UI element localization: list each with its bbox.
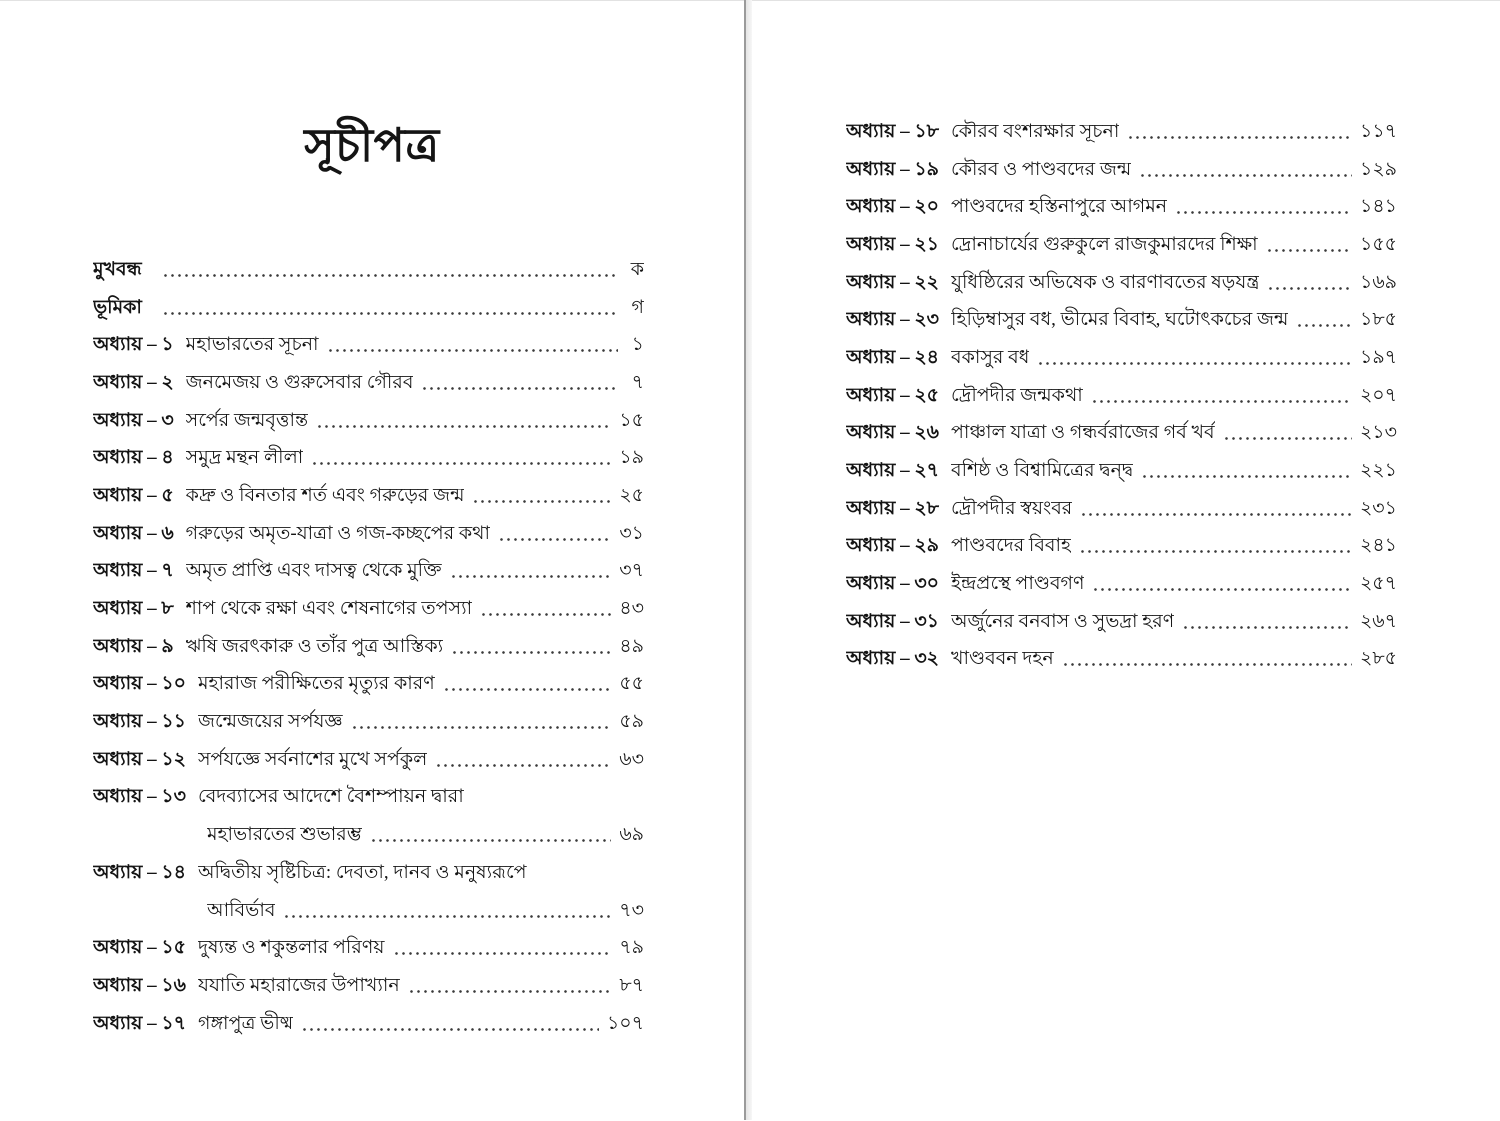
page-number: ২৬৭ xyxy=(1359,610,1397,632)
page-number: গ xyxy=(631,296,644,318)
chapter-title: অমৃত প্রাপ্তি এবং দাসত্ব থেকে মুক্তি xyxy=(185,560,442,582)
page-number: ২১৩ xyxy=(1359,422,1397,444)
dot-leader xyxy=(1141,462,1352,482)
chapter-label: অধ্যায় – ২৮ xyxy=(846,497,939,519)
page-number: ৩১ xyxy=(619,522,644,544)
chapter-title-continued: আবির্ভাব xyxy=(207,899,276,921)
chapter-title: বেদব্যাসের আদেশে বৈশম্পায়ন দ্বারা xyxy=(198,786,464,808)
dot-leader xyxy=(1175,198,1352,218)
dot-leader xyxy=(393,939,612,959)
chapter-label: অধ্যায় – ৪ xyxy=(93,447,174,469)
page-number: ২৫ xyxy=(619,484,644,506)
page-number: ৪৩ xyxy=(619,598,644,620)
chapter-title: দ্রোনাচার্যের গুরুকুলে রাজকুমারদের শিক্ষা xyxy=(951,233,1258,255)
toc-entry xyxy=(93,440,644,478)
chapter-title: পাঞ্চাল যাত্রা ও গন্ধর্বরাজের গর্ব খর্ব xyxy=(951,422,1215,444)
page-number: ক xyxy=(630,258,644,280)
chapter-title: হিড়িম্বাসুর বধ, ভীমের বিবাহ, ঘটোৎকচের জন্ম xyxy=(951,309,1289,331)
chapter-label: অধ্যায় – ২১ xyxy=(846,233,939,255)
chapter-label: অধ্যায় – ২২ xyxy=(846,271,940,293)
chapter-label: অধ্যায় – ১০ xyxy=(93,673,186,695)
page-number: ৭৩ xyxy=(619,899,644,921)
page-number: ১৪১ xyxy=(1360,196,1397,218)
chapter-title: খাণ্ডববন দহন xyxy=(951,648,1054,670)
page-number: ২৮৫ xyxy=(1359,648,1397,670)
dot-leader xyxy=(1267,274,1352,294)
chapter-title: বশিষ্ঠ ও বিশ্বামিত্রের দ্বন্দ্ব xyxy=(951,460,1134,482)
chapter-label: অধ্যায় – ২৫ xyxy=(846,384,939,406)
chapter-label: অধ্যায় – ৮ xyxy=(93,598,174,620)
chapter-label: অধ্যায় – ২৪ xyxy=(846,346,939,368)
dot-leader xyxy=(450,562,612,582)
toc-entry xyxy=(93,742,644,780)
toc-entry-front-matter xyxy=(93,290,644,328)
page-number: ৫৯ xyxy=(619,711,644,733)
dot-leader xyxy=(451,638,611,658)
chapter-title: জনমেজয় ও গুরুসেবার গৌরব xyxy=(185,371,414,393)
chapter-label: অধ্যায় – ৩২ xyxy=(846,648,940,670)
chapter-label: অধ্যায় – ৩১ xyxy=(846,610,939,632)
dot-leader xyxy=(316,412,611,432)
chapter-label: অধ্যায় – ১৩ xyxy=(93,786,186,808)
chapter-title: মহাভারতের সূচনা xyxy=(185,334,319,356)
chapter-label: অধ্যায় – ৭ xyxy=(93,560,174,582)
dot-leader xyxy=(351,713,612,733)
toc-entry xyxy=(846,340,1397,378)
toc-entry xyxy=(846,416,1397,454)
chapter-title: পাণ্ডবদের বিবাহ xyxy=(951,535,1071,557)
chapter-title: শাপ থেকে রক্ষা এবং শেষনাগের তপস্যা xyxy=(185,598,473,620)
toc-entry xyxy=(93,403,644,441)
chapter-title: অর্জুনের বনবাস ও সুভদ্রা হরণ xyxy=(951,610,1175,632)
dot-leader xyxy=(408,977,612,997)
page-number: ১৬৯ xyxy=(1359,271,1397,293)
dot-leader xyxy=(311,449,611,469)
page-number: ১ xyxy=(631,334,644,356)
chapter-label: অধ্যায় – ২০ xyxy=(846,196,940,218)
chapter-label: অধ্যায় – ১৪ xyxy=(93,861,186,883)
toc-entry xyxy=(93,780,644,818)
chapter-label: অধ্যায় – ২৯ xyxy=(846,535,939,557)
dot-leader xyxy=(421,374,618,394)
toc-entry-front-matter xyxy=(93,252,644,290)
chapter-title: দ্রৌপদীর জন্মকথা xyxy=(951,384,1083,406)
toc-entry xyxy=(846,114,1397,152)
chapter-label: অধ্যায় – ১ xyxy=(93,334,174,356)
dot-leader xyxy=(1139,161,1352,181)
chapter-label: অধ্যায় – ৯ xyxy=(93,635,174,657)
dot-leader xyxy=(1182,613,1352,633)
toc-entry xyxy=(93,327,644,365)
toc-entry xyxy=(93,667,644,705)
page-number: ৮৭ xyxy=(619,974,644,996)
toc-entry xyxy=(93,855,644,893)
page-number: ১২৯ xyxy=(1359,158,1397,180)
chapter-title-continued: মহাভারতের শুভারম্ভ xyxy=(207,824,362,846)
chapter-title: গরুড়ের অমৃত-যাত্রা ও গজ-কচ্ছপের কথা xyxy=(185,522,490,544)
page-number: ২৪১ xyxy=(1359,535,1397,557)
dot-leader xyxy=(472,487,611,507)
chapter-label: অধ্যায় – ৫ xyxy=(93,484,174,506)
toc-entry xyxy=(846,529,1397,567)
page-number: ১৯৭ xyxy=(1359,346,1397,368)
toc-entry xyxy=(846,491,1397,529)
left-page xyxy=(0,0,744,1121)
dot-leader xyxy=(1092,575,1351,595)
dot-leader xyxy=(1223,424,1352,444)
chapter-title: জন্মেজয়ের সর্পযজ্ঞ xyxy=(197,711,343,733)
dot-leader xyxy=(1079,537,1352,557)
toc-entry xyxy=(846,378,1397,416)
dot-leader xyxy=(1296,311,1352,331)
dot-leader xyxy=(1062,650,1352,670)
chapter-label: অধ্যায় – ১৯ xyxy=(846,158,939,180)
chapter-title: সমুদ্র মন্থন লীলা xyxy=(185,447,304,469)
chapter-label: অধ্যায় – ১৭ xyxy=(93,1012,186,1034)
chapter-label: অধ্যায় – ২৭ xyxy=(846,460,940,482)
chapter-label: অধ্যায় – ১১ xyxy=(93,711,186,733)
toc-entry xyxy=(93,365,644,403)
chapter-label: ভূমিকা xyxy=(93,296,142,318)
page-number: ৭৯ xyxy=(619,937,644,959)
dot-leader xyxy=(162,261,618,281)
dot-leader xyxy=(1080,500,1352,520)
dot-leader xyxy=(370,826,612,846)
chapter-label: অধ্যায় – ৩ xyxy=(93,409,174,431)
toc-entry xyxy=(93,1006,644,1044)
toc-entry xyxy=(93,629,644,667)
page-number: ১৮৫ xyxy=(1360,309,1397,331)
chapter-label: অধ্যায় – ৬ xyxy=(93,522,174,544)
dot-leader xyxy=(435,751,611,771)
chapter-title: দ্রৌপদীর স্বয়ংবর xyxy=(951,497,1073,519)
toc-entry xyxy=(846,265,1397,303)
chapter-title: সর্পের জন্মবৃত্তান্ত xyxy=(185,409,309,431)
page-number: ২২১ xyxy=(1359,460,1397,482)
page-number: ৭ xyxy=(631,371,644,393)
toc-entry xyxy=(846,302,1397,340)
toc-entry xyxy=(93,554,644,592)
toc-entry-continuation xyxy=(93,817,644,855)
page-number: ২০৭ xyxy=(1359,384,1397,406)
chapter-title: কৌরব বংশরক্ষার সূচনা xyxy=(950,120,1120,142)
chapter-title: ঋষি জরৎকারু ও তাঁর পুত্র আস্তিক্য xyxy=(185,635,444,657)
chapter-label: অধ্যায় – ৩০ xyxy=(846,573,940,595)
page-number: ৬৩ xyxy=(619,748,644,770)
toc-entry xyxy=(93,516,644,554)
dot-leader xyxy=(443,675,612,695)
page-number: ৫৫ xyxy=(619,673,644,695)
toc-entry xyxy=(93,968,644,1006)
toc-entry xyxy=(93,591,644,629)
page-number: ১৫ xyxy=(619,409,644,431)
right-page xyxy=(752,0,1500,1121)
chapter-title: গঙ্গাপুত্র ভীষ্ম xyxy=(198,1012,294,1034)
chapter-label: অধ্যায় – ২৬ xyxy=(846,422,940,444)
chapter-title: সর্পযজ্ঞে সর্বনাশের মুখে সর্পকুল xyxy=(198,748,428,770)
chapter-title: কৌরব ও পাণ্ডবদের জন্ম xyxy=(950,158,1132,180)
chapter-label: অধ্যায় – ২ xyxy=(93,371,174,393)
dot-leader xyxy=(1127,123,1352,143)
chapter-title: বকাসুর বধ xyxy=(951,346,1030,368)
toc-entry xyxy=(846,566,1397,604)
toc-entry xyxy=(93,704,644,742)
toc-entry xyxy=(846,604,1397,642)
toc-entry xyxy=(846,642,1397,680)
toc-entry xyxy=(846,152,1397,190)
chapter-label: অধ্যায় – ১২ xyxy=(93,748,186,770)
chapter-title: পাণ্ডবদের হস্তিনাপুরে আগমন xyxy=(951,196,1168,218)
page-number: ২৩১ xyxy=(1359,497,1397,519)
toc-entry xyxy=(846,189,1397,227)
page-number: ২৫৭ xyxy=(1359,573,1397,595)
page-number: ১৯ xyxy=(619,447,644,469)
toc-entry-continuation xyxy=(93,893,644,931)
page-number: ৪৯ xyxy=(619,635,644,657)
chapter-title: অদ্বিতীয় সৃষ্টিচিত্র: দেবতা, দানব ও মনুষ্যরূপে xyxy=(197,861,527,883)
dot-leader xyxy=(480,600,611,620)
dot-leader xyxy=(327,336,618,356)
chapter-label: মুখবন্ধ xyxy=(93,258,142,280)
page-number: ১১৭ xyxy=(1359,120,1397,142)
chapter-label: অধ্যায় – ১৬ xyxy=(93,974,186,996)
page-number: ৩৭ xyxy=(619,560,644,582)
chapter-label: অধ্যায় – ১৫ xyxy=(93,937,186,959)
toc-entry xyxy=(846,227,1397,265)
chapter-title: যযাতি মহারাজের উপাখ্যান xyxy=(198,974,400,996)
chapter-title: মহারাজ পরীক্ষিতের মৃত্যুর কারণ xyxy=(198,673,435,695)
chapter-title: দুষ্যন্ত ও শকুন্তলার পরিণয় xyxy=(197,937,385,959)
toc-entry xyxy=(846,453,1397,491)
dot-leader xyxy=(498,525,611,545)
dot-leader xyxy=(283,902,611,922)
page-number: ১০৭ xyxy=(606,1012,644,1034)
chapter-label: অধ্যায় – ২৩ xyxy=(846,309,940,331)
dot-leader xyxy=(1091,387,1352,407)
chapter-title: ইন্দ্রপ্রস্থে পাণ্ডবগণ xyxy=(951,573,1085,595)
dot-leader xyxy=(1266,236,1352,256)
dot-leader xyxy=(162,299,618,319)
toc-heading: সূচীপত্র xyxy=(304,120,440,171)
chapter-title: যুধিষ্ঠিরের অভিষেক ও বারণাবতের ষড়যন্ত্র xyxy=(951,271,1260,293)
toc-list-left xyxy=(93,252,644,1043)
chapter-title: কদ্রু ও বিনতার শর্ত এবং গরুড়ের জন্ম xyxy=(185,484,465,506)
toc-entry xyxy=(93,478,644,516)
page-number: ৬৯ xyxy=(619,824,644,846)
toc-list-right xyxy=(846,114,1397,679)
dot-leader xyxy=(301,1015,599,1035)
page-number: ১৫৫ xyxy=(1360,233,1397,255)
dot-leader xyxy=(1037,349,1352,369)
toc-entry xyxy=(93,930,644,968)
chapter-label: অধ্যায় – ১৮ xyxy=(846,120,939,142)
